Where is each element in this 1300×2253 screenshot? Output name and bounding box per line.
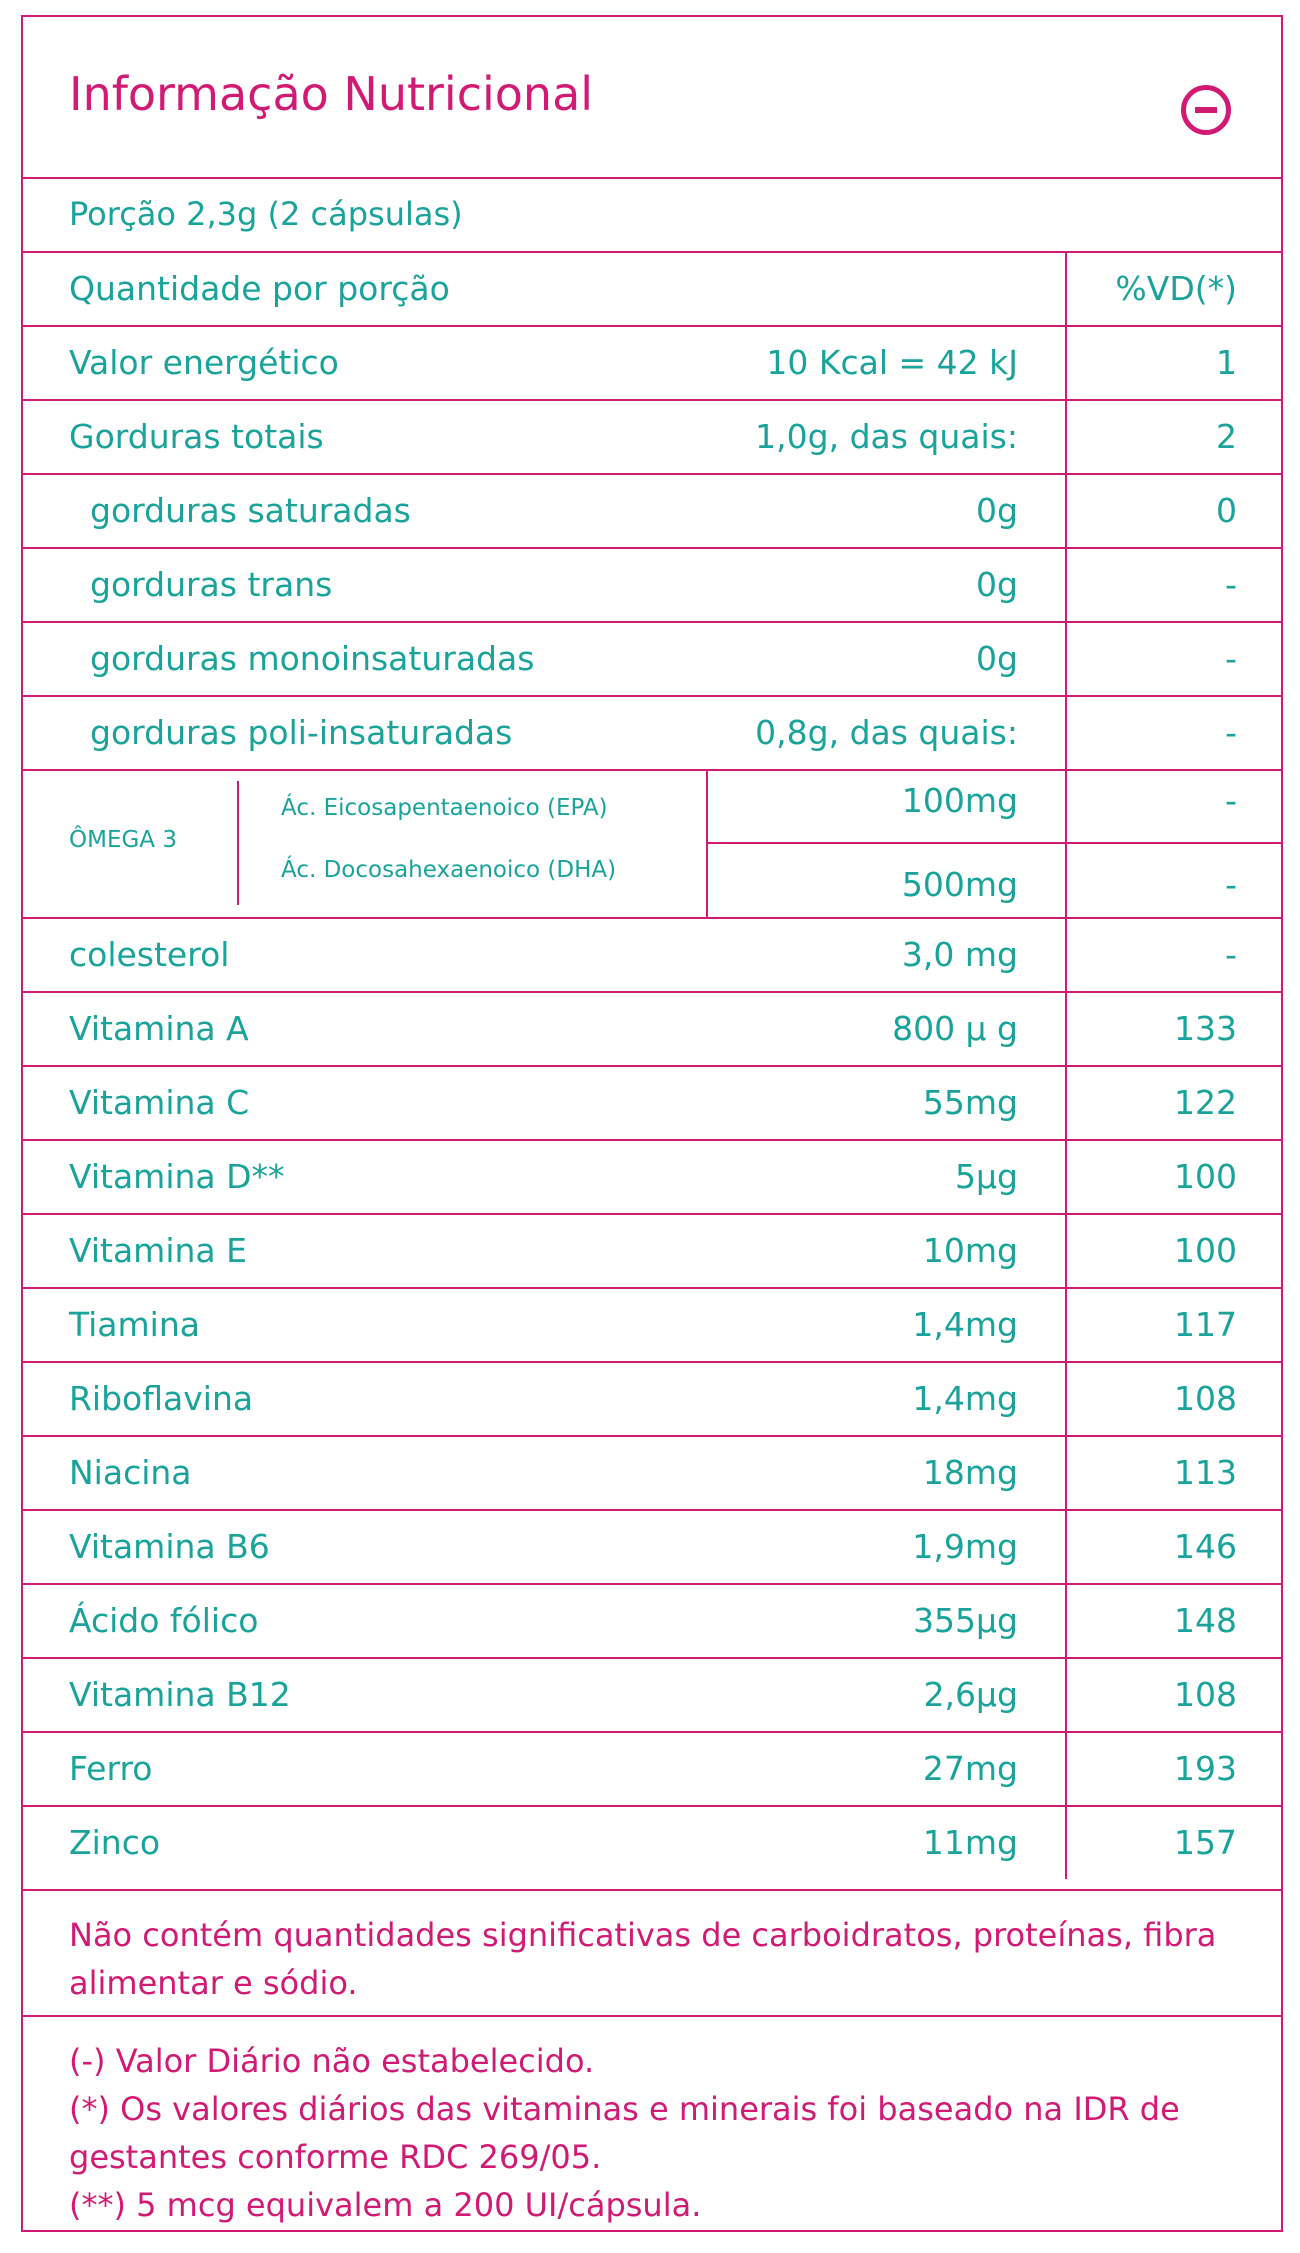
nutrient-label: colesterol bbox=[69, 935, 230, 974]
nutrient-amount: 3,0 mg bbox=[901, 935, 1018, 974]
omega3-row-divider bbox=[706, 842, 1281, 844]
nutrient-amount: 18mg bbox=[922, 1453, 1018, 1492]
column-divider bbox=[1065, 1139, 1067, 1213]
nutrient-label: gorduras monoinsaturadas bbox=[90, 639, 535, 678]
column-divider bbox=[1065, 695, 1067, 769]
footnote: (-) Valor Diário não estabelecido. bbox=[69, 2042, 595, 2080]
omega3-item-vd: - bbox=[1225, 781, 1237, 820]
nutrient-vd: 0 bbox=[1216, 491, 1237, 530]
nutrient-vd: 1 bbox=[1216, 343, 1237, 382]
omega3-item-amount: 500mg bbox=[901, 865, 1018, 904]
omega3-item-vd: - bbox=[1225, 865, 1237, 904]
footnote: (**) 5 mcg equivalem a 200 UI/cápsula. bbox=[69, 2186, 702, 2224]
nutrient-amount: 5µg bbox=[955, 1157, 1018, 1196]
nutrient-label: Ferro bbox=[69, 1749, 153, 1788]
column-divider bbox=[1065, 991, 1067, 1065]
column-divider bbox=[1065, 547, 1067, 621]
column-divider bbox=[1065, 1287, 1067, 1361]
column-divider bbox=[1065, 1731, 1067, 1805]
nutrient-label: Vitamina B12 bbox=[69, 1675, 291, 1714]
nutrient-vd: - bbox=[1225, 565, 1237, 604]
column-divider bbox=[1065, 399, 1067, 473]
nutrient-label: gorduras saturadas bbox=[90, 491, 411, 530]
nutrient-amount: 2,6µg bbox=[923, 1675, 1018, 1714]
nutrient-amount: 1,9mg bbox=[912, 1527, 1018, 1566]
nutrient-vd: 193 bbox=[1174, 1749, 1237, 1788]
column-divider bbox=[1065, 325, 1067, 399]
nutrient-label: Vitamina A bbox=[69, 1009, 249, 1048]
nutrient-label: Vitamina B6 bbox=[69, 1527, 270, 1566]
nutrient-amount: 1,4mg bbox=[912, 1379, 1018, 1418]
nutrient-amount: 1,0g, das quais: bbox=[755, 417, 1018, 456]
table-row bbox=[23, 621, 1281, 697]
column-divider bbox=[1065, 1583, 1067, 1657]
nutrient-vd: 2 bbox=[1216, 417, 1237, 456]
omega3-label: ÔMEGA 3 bbox=[69, 827, 177, 853]
table-row bbox=[23, 325, 1281, 401]
nutrient-vd: 100 bbox=[1174, 1231, 1237, 1270]
column-divider bbox=[1065, 1509, 1067, 1583]
omega3-item-amount: 100mg bbox=[901, 781, 1018, 820]
nutrient-label: Zinco bbox=[69, 1823, 161, 1862]
nutrient-vd: 108 bbox=[1174, 1379, 1237, 1418]
nutrient-label: Niacina bbox=[69, 1453, 192, 1492]
nutrient-label: Vitamina E bbox=[69, 1231, 247, 1270]
nutrient-amount: 10 Kcal = 42 kJ bbox=[766, 343, 1018, 382]
column-divider bbox=[1065, 1065, 1067, 1139]
nutrient-vd: 157 bbox=[1174, 1823, 1237, 1862]
column-divider bbox=[1065, 917, 1067, 991]
table-row bbox=[23, 1435, 1281, 1511]
table-row bbox=[23, 1287, 1281, 1363]
table-row bbox=[23, 917, 1281, 993]
column-divider bbox=[1065, 1213, 1067, 1287]
nutrient-amount: 0,8g, das quais: bbox=[755, 713, 1018, 752]
nutrient-vd: 148 bbox=[1174, 1601, 1237, 1640]
nutrient-amount: 10mg bbox=[922, 1231, 1018, 1270]
table-row bbox=[23, 399, 1281, 475]
portion-text: Porção 2,3g (2 cápsulas) bbox=[69, 195, 463, 233]
nutrition-info-panel bbox=[21, 15, 1283, 2232]
table-row bbox=[23, 1139, 1281, 1215]
nutrient-label: Vitamina D** bbox=[69, 1157, 285, 1196]
nutrient-vd: 100 bbox=[1174, 1157, 1237, 1196]
omega3-divider bbox=[237, 781, 239, 905]
nutrient-amount: 0g bbox=[976, 639, 1018, 678]
footnotes bbox=[69, 2037, 1249, 2229]
portion-row bbox=[23, 177, 1281, 253]
nutrient-amount: 800 µ g bbox=[892, 1009, 1018, 1048]
column-divider bbox=[1065, 621, 1067, 695]
nutrient-label: Vitamina C bbox=[69, 1083, 250, 1122]
nutrient-label: Gorduras totais bbox=[69, 417, 324, 456]
omega3-item-label: Ác. Docosahexaenoico (DHA) bbox=[281, 857, 617, 883]
nutrient-amount: 55mg bbox=[922, 1083, 1018, 1122]
column-divider bbox=[1065, 1657, 1067, 1731]
nutrient-amount: 355µg bbox=[913, 1601, 1018, 1640]
panel-header bbox=[23, 17, 1281, 179]
table-header-row bbox=[23, 251, 1281, 327]
nutrient-label: Tiamina bbox=[69, 1305, 200, 1344]
table-row bbox=[23, 991, 1281, 1067]
nutrient-amount: 1,4mg bbox=[912, 1305, 1018, 1344]
nutrient-vd: - bbox=[1225, 713, 1237, 752]
omega3-block bbox=[23, 769, 1281, 919]
nutrient-vd: 117 bbox=[1174, 1305, 1237, 1344]
column-divider bbox=[1065, 1361, 1067, 1435]
nutrient-vd: 122 bbox=[1174, 1083, 1237, 1122]
nutrient-vd: 113 bbox=[1174, 1453, 1237, 1492]
table-row bbox=[23, 1583, 1281, 1659]
nutrient-amount: 0g bbox=[976, 565, 1018, 604]
column-divider bbox=[1065, 769, 1067, 917]
nutrient-label: gorduras trans bbox=[90, 565, 333, 604]
table-row bbox=[23, 1731, 1281, 1807]
table-row bbox=[23, 1065, 1281, 1141]
nutrient-vd: - bbox=[1225, 639, 1237, 678]
column-divider bbox=[1065, 1805, 1067, 1879]
nutrient-amount: 0g bbox=[976, 491, 1018, 530]
table-row bbox=[23, 695, 1281, 771]
table-row bbox=[23, 1213, 1281, 1289]
nutrient-vd: 146 bbox=[1174, 1527, 1237, 1566]
table-row bbox=[23, 473, 1281, 549]
column-divider bbox=[1065, 251, 1067, 325]
minus-circle-icon[interactable] bbox=[1181, 85, 1231, 135]
nutrient-label: Ácido fólico bbox=[69, 1601, 259, 1640]
nutrient-vd: 133 bbox=[1174, 1009, 1237, 1048]
column-divider bbox=[1065, 473, 1067, 547]
nutrient-amount: 11mg bbox=[922, 1823, 1018, 1862]
nutrient-label: Valor energético bbox=[69, 343, 339, 382]
table-row bbox=[23, 1361, 1281, 1437]
table-row bbox=[23, 1509, 1281, 1585]
table-row bbox=[23, 547, 1281, 623]
nutrient-vd: 108 bbox=[1174, 1675, 1237, 1714]
table-row bbox=[23, 1805, 1281, 1879]
footnote: (*) Os valores diários das vitaminas e minerais foi baseado na IDR de gestantes conforme RDC 269/05. bbox=[69, 2090, 1180, 2176]
column-divider bbox=[1065, 1435, 1067, 1509]
nutrient-label: Quantidade por porção bbox=[69, 269, 450, 308]
note-row bbox=[23, 1889, 1281, 2017]
omega3-item-label: Ác. Eicosapentaenoico (EPA) bbox=[281, 795, 608, 821]
nutrient-vd: %VD(*) bbox=[1115, 269, 1237, 308]
nutrient-amount: 27mg bbox=[922, 1749, 1018, 1788]
nutrient-label: gorduras poli-insaturadas bbox=[90, 713, 513, 752]
panel-title: Informação Nutricional bbox=[69, 67, 594, 121]
note-text: Não contém quantidades significativas de carboidratos, proteínas, fibra alimentar e sódio. bbox=[69, 1916, 1217, 2002]
table-row bbox=[23, 1657, 1281, 1733]
nutrient-label: Riboflavina bbox=[69, 1379, 254, 1418]
nutrient-vd: - bbox=[1225, 935, 1237, 974]
